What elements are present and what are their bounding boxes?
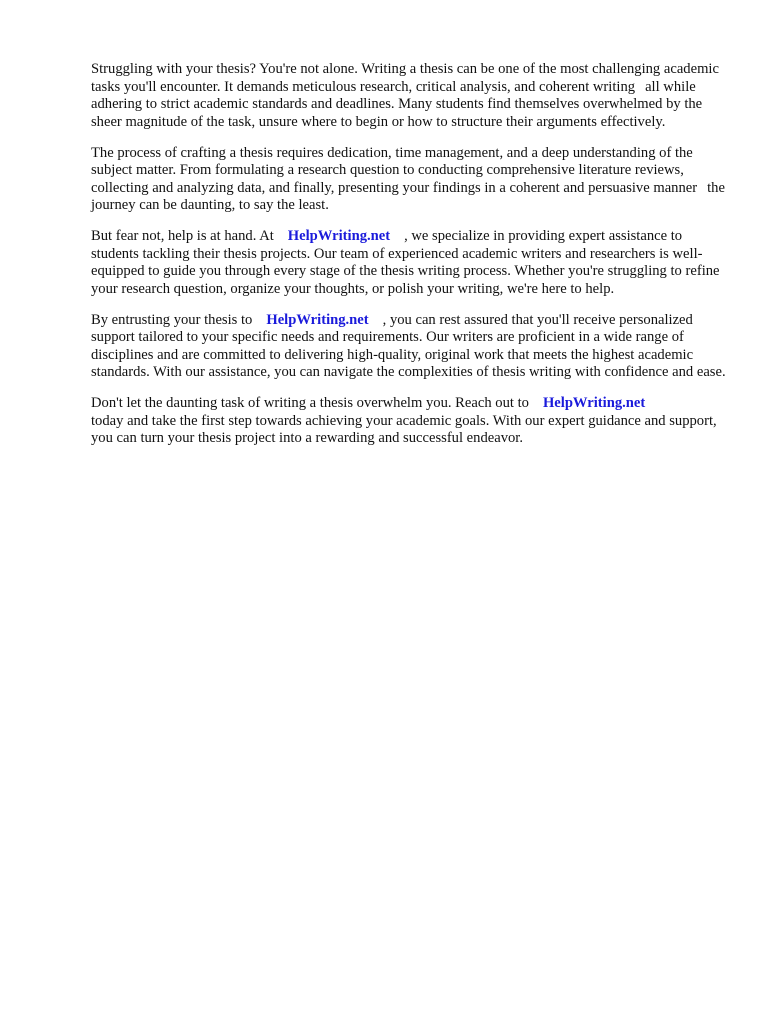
paragraph-1-text-before: Struggling with your thesis? You're not alone. Writing a thesis can be one of the most challenging academic tasks you'll encounter. It demands meticulous research, critical analysis, and coherent writing: [91, 61, 719, 95]
document-body: [91, 61, 731, 461]
helpwriting-link[interactable]: HelpWriting.net: [542, 395, 646, 411]
paragraph-5-text-after: today and take the first step towards achieving your academic goals. With our expert guidance and support, you can turn your thesis project into a rewarding and successful endeavor.: [91, 412, 717, 446]
paragraph-2-text-after: the journey can be daunting, to say the least.: [91, 179, 725, 213]
paragraph-5-text-before: Don't let the daunting task of writing a thesis overwhelm you. Reach out to: [91, 395, 529, 411]
paragraph-3-text-before: But fear not, help is at hand. At: [91, 228, 274, 244]
paragraph-3: [91, 228, 731, 298]
paragraph-2: [91, 145, 731, 215]
paragraph-5: [91, 395, 731, 448]
paragraph-3-text-after: , we specialize in providing expert assistance to students tackling their thesis projects. Our team of experienced academic writers and researchers is well-equipped to guide you through every stage of the thesis writing process. Whether you're struggling to refine your research question, organize your thoughts, or polish your writing, we're here to help.: [91, 228, 720, 297]
paragraph-1-text-after: all while adhering to strict academic standards and deadlines. Many students find themselves overwhelmed by the sheer magnitude of the task, unsure where to begin or how to structure their arguments effectively.: [91, 78, 703, 130]
paragraph-4-text-after: , you can rest assured that you'll receive personalized support tailored to your specific needs and requirements. Our writers are proficient in a wide range of disciplines and are committed to delivering high-quality, original work that meets the highest academic standards. With our assistance, you can navigate the complexities of thesis writing with confidence and ease.: [91, 311, 726, 380]
paragraph-1: [91, 61, 731, 131]
paragraph-4-text-before: By entrusting your thesis to: [91, 311, 253, 328]
paragraph-2-text-before: The process of crafting a thesis requires dedication, time management, and a deep understanding of the subject matter. From formulating a research question to conducting comprehensive literature reviews, collecting and analyzing data, and finally, presenting your findings in a coherent and persuasive manner: [91, 144, 698, 196]
paragraph-4: [91, 312, 731, 382]
helpwriting-link[interactable]: HelpWriting.net: [266, 311, 369, 328]
helpwriting-link[interactable]: HelpWriting.net: [287, 228, 391, 244]
